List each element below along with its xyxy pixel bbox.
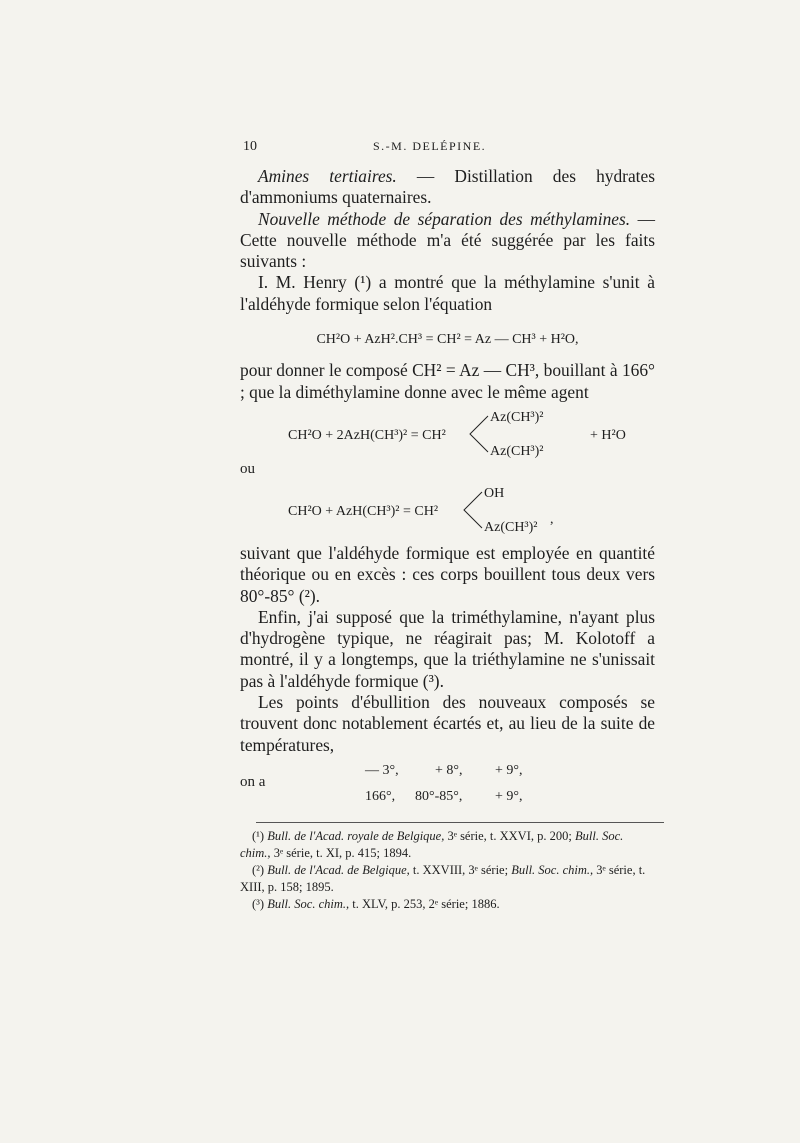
conjunction-ou: ou [240, 460, 255, 477]
paragraph-text: — Distillation des hydrates d'ammoniums quaternaires. [240, 166, 655, 208]
equation-1: CH²O + AzH².CH³ = CH² = Az — CH³ + H²O, [316, 332, 579, 348]
page-number: 10 [243, 139, 257, 154]
paragraph-nouvelle-methode [240, 209, 655, 273]
temperature-value: 80°-85°, [415, 788, 463, 804]
paragraph-suivant: suivant que l'aldéhyde formique est employée en quantité théorique ou en excès : ces corps bouillent tous deux vers 80°-85° (²). [240, 542, 655, 606]
footnote-3: (³) Bull. Soc. chim., t. XLV, p. 253, 2ᵉ série; 1886. [252, 897, 500, 911]
paragraph-points-ebullition: Les points d'ébullition des nouveaux composés se trouvent donc notablement écartés et, au lieu de la suite de températures, [240, 692, 655, 755]
equation-3-left: CH²O + AzH(CH³)² = CH² [288, 503, 439, 519]
temperature-value: 166°, [365, 788, 396, 804]
equation-3-right: , [550, 511, 554, 527]
section-title: Nouvelle méthode de séparation des méthylamines. [258, 208, 631, 229]
footnotes [240, 828, 655, 913]
footnote-1: (¹) Bull. de l'Acad. royale de Belgique, 3ᵉ série, t. XXVI, p. 200; Bull. Soc. chim., 3ᵉ série, t. XI, p. 415; 1894. [240, 829, 624, 860]
paragraph-enfin: Enfin, j'ai supposé que la triméthylamine, n'ayant plus d'hydrogène typique, ne réagirait pas; M. Kolotoff a montré, il y a longtemps, que la triéthylamine ne s'unissait pas à l'aldéhyde formique (³). [240, 606, 655, 691]
temperature-value: + 9°, [495, 788, 523, 804]
paragraph-text: — Cette nouvelle méthode m'a été suggérée par les faits suivants : [240, 208, 655, 272]
paragraph-henry: I. M. Henry (¹) a montré que la méthylamine s'unit à l'aldéhyde formique selon l'équation [240, 272, 655, 314]
equation-2-bottom: Az(CH³)² [490, 443, 544, 459]
temperature-value: — 3°, [365, 762, 399, 778]
equation-2-right: + H²O [590, 427, 626, 443]
paragraph-compose: pour donner le composé CH² = Az — CH³, bouillant à 166° ; que la diméthylamine donne avec le même agent [240, 360, 655, 402]
running-head: S.-M. DELÉPINE. [373, 139, 487, 153]
page-body [240, 166, 655, 806]
equation-3-bottom: Az(CH³)² [484, 519, 538, 535]
temperature-series [240, 760, 655, 806]
section-title: Amines tertiaires. [258, 166, 397, 186]
equation-2 [240, 409, 655, 459]
equation-3-top: OH [484, 485, 505, 501]
footnote-2: (²) Bull. de l'Acad. de Belgique, t. XXVIII, 3ᵉ série; Bull. Soc. chim., 3ᵉ série, t. XIII, p. 158; 1895. [240, 863, 646, 894]
bond-branch-icon [462, 489, 484, 531]
bond-branch-icon [468, 413, 490, 455]
equation-2-left: CH²O + 2AzH(CH³)² = CH² [288, 427, 446, 443]
equation-3 [240, 485, 655, 535]
temperature-value: + 8°, [435, 762, 463, 778]
temperature-value: + 9°, [495, 762, 523, 778]
page-header [240, 139, 660, 163]
equation-2-top: Az(CH³)² [490, 409, 544, 425]
on-a-label: on a [240, 773, 266, 790]
footnote-rule [256, 822, 664, 823]
paragraph-amines-tertiaires [240, 166, 655, 209]
